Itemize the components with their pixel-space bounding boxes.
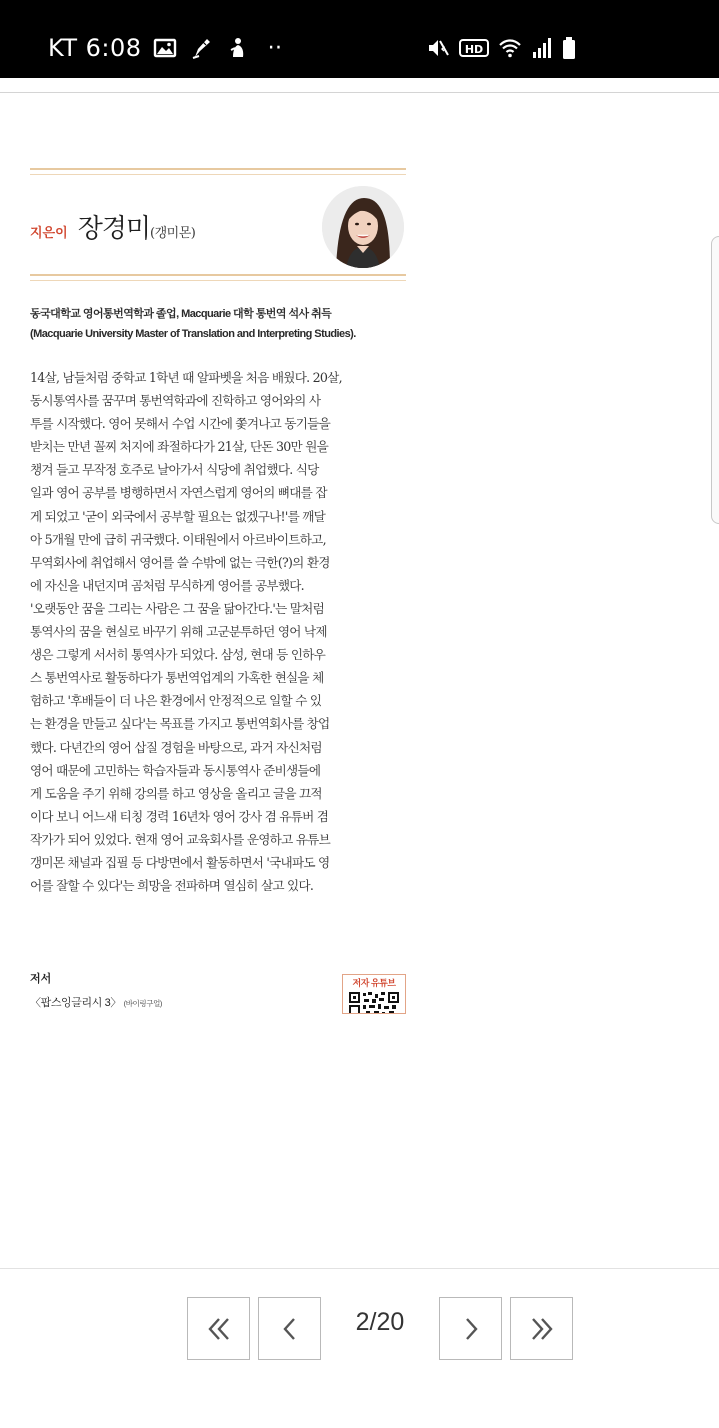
page-indicator: 2/20 — [355, 1308, 405, 1336]
figure-icon — [224, 36, 250, 60]
bio-line: 는 환경을 만들고 싶다'는 목표를 가지고 통번역회사를 창업 — [30, 716, 330, 732]
status-bar — [0, 0, 719, 78]
qr-code-icon — [348, 991, 400, 1014]
pen-nib-icon — [188, 36, 214, 60]
bio-line: 에 자신을 내던지며 곰처럼 무식하게 영어를 공부했다. — [30, 577, 304, 593]
qr-label: 저자 유튜브 — [352, 978, 396, 988]
book-publisher: (바이링구얼) — [123, 999, 163, 1008]
bio-line: 14살, 남들처럼 중학교 1학년 때 알파벳을 처음 배웠다. 20살, — [30, 370, 342, 385]
first-page-button[interactable] — [187, 1297, 250, 1360]
education-line-2: (Macquarie University Master of Translation and Interpreting Studies). — [30, 328, 356, 340]
double-chevron-left-icon — [204, 1314, 234, 1344]
author-heading — [30, 208, 195, 248]
bio-line: 받치는 만년 꼴찌 처지에 좌절하다가 21살, 단돈 30만 원을 — [30, 439, 329, 455]
bio-line: 스 통번역사로 활동하다가 통번역업계의 가혹한 현실을 체 — [30, 670, 324, 686]
more-notifications: ·· — [267, 35, 283, 61]
wifi-icon — [497, 36, 523, 60]
double-chevron-right-icon — [527, 1314, 557, 1344]
hd-label: HD — [464, 43, 484, 56]
mute-vibrate-icon — [425, 36, 451, 60]
education-line-1: 동국대학교 영어통번역학과 졸업, Macquarie 대학 통번역 석사 취득 — [30, 308, 332, 320]
side-scroll-handle[interactable] — [711, 236, 719, 524]
education-text — [30, 304, 406, 344]
bottom-divider — [0, 1268, 719, 1269]
bio-line: 이다 보니 어느새 티칭 경력 16년차 영어 강사 겸 유튜버 겸 — [30, 808, 329, 824]
carrier-time: KT 6:08 — [48, 34, 142, 62]
author-name: 장경미 — [77, 214, 151, 244]
battery-icon — [561, 36, 577, 60]
author-biography — [30, 366, 406, 897]
next-page-button[interactable] — [439, 1297, 502, 1360]
book-title: 〈팝스잉글리시 3〉 — [30, 997, 121, 1009]
header-rule-bottom — [30, 274, 406, 281]
header-rule-top — [30, 168, 406, 175]
last-page-button[interactable] — [510, 1297, 573, 1360]
works-title: 저서 — [30, 973, 52, 985]
bio-line: 챙겨 들고 무작정 호주로 날아가서 식당에 취업했다. 식당 — [30, 462, 319, 478]
bio-line: 게 도움을 주기 위해 강의를 하고 영상을 올리고 글을 끄적 — [30, 785, 322, 801]
signal-icon — [531, 36, 553, 60]
bio-line: 아 5개월 만에 급히 귀국했다. 이태원에서 아르바이트하고, — [30, 531, 326, 547]
status-bar-left — [48, 30, 283, 66]
top-divider — [0, 92, 719, 93]
bio-line: 작가가 되어 있었다. 현재 영어 교육회사를 운영하고 유튜브 — [30, 831, 330, 847]
works-item — [30, 994, 162, 1010]
status-bar-right — [425, 34, 577, 62]
bio-line: 투를 시작했다. 영어 못해서 수업 시간에 쫓겨나고 동기들을 — [30, 416, 330, 432]
bio-line: 했다. 다년간의 영어 삽질 경험을 바탕으로, 과거 자신처럼 — [30, 739, 322, 755]
author-alias: (갱미몬) — [150, 226, 196, 241]
bio-line: 생은 그렇게 서서히 통역사가 되었다. 삼성, 현대 등 인하우 — [30, 647, 326, 663]
chevron-left-icon — [275, 1314, 305, 1344]
bio-line: 영어 때문에 고민하는 학습자들과 동시통역사 준비생들에 — [30, 762, 321, 778]
bio-line: '오랫동안 꿈을 그리는 사람은 그 꿈을 닮아간다.'는 말처럼 — [30, 600, 325, 616]
bio-line: 무역회사에 취업해서 영어를 쓸 수밖에 없는 극한(?)의 환경 — [30, 554, 330, 570]
bio-line: 게 되었고 '굳이 외국에서 공부할 필요는 없겠구나!'를 깨달 — [30, 508, 326, 524]
author-role: 지은이 — [30, 226, 68, 241]
bio-line: 일과 영어 공부를 병행하면서 자연스럽게 영어의 뼈대를 잡 — [30, 485, 327, 501]
bio-line: 험하고 '후배들이 더 나은 환경에서 안정적으로 일할 수 있 — [30, 693, 322, 709]
author-photo — [322, 186, 404, 268]
bio-line: 갱미몬 채널과 집필 등 다방면에서 활동하면서 '국내파도 영 — [30, 854, 330, 870]
previous-page-button[interactable] — [258, 1297, 321, 1360]
bio-line: 어를 잘할 수 있다'는 희망을 전파하며 열심히 살고 있다. — [30, 878, 314, 894]
bio-line: 통역사의 꿈을 현실로 바꾸기 위해 고군분투하던 영어 낙제 — [30, 624, 327, 640]
bio-line: 동시통역사를 꿈꾸며 통번역학과에 진학하고 영어와의 사 — [30, 393, 321, 409]
author-youtube-qr[interactable] — [342, 974, 406, 1014]
hd-icon — [459, 36, 489, 60]
image-icon — [152, 36, 178, 60]
chevron-right-icon — [456, 1314, 486, 1344]
